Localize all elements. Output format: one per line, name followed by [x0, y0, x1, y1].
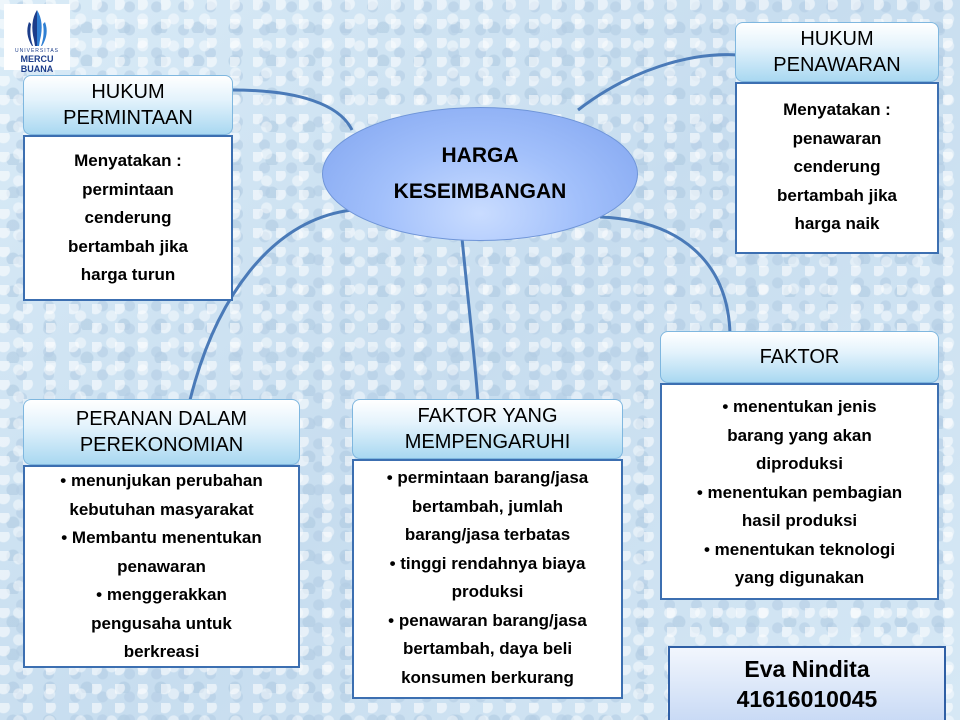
text-line: • menentukan pembagian: [696, 482, 903, 502]
text-line: • menentukan teknologi: [703, 539, 896, 559]
node-text-hukum-permintaan: [23, 135, 233, 301]
title-line: HUKUM: [91, 81, 165, 103]
logo-name: MERCU BUANA: [20, 54, 54, 74]
text-line: kebutuhan masyarakat: [69, 499, 254, 519]
text-line: • tinggi rendahnya biaya: [389, 553, 586, 573]
title-line: PEREKONOMIAN: [79, 434, 244, 456]
title-line: PENAWARAN: [773, 54, 901, 76]
text-line: cenderung: [793, 157, 881, 176]
text-line: • penawaran barang/jasa: [388, 610, 587, 630]
center-line-2: KESEIMBANGAN: [393, 180, 567, 203]
node-title-hukum-permintaan: [23, 75, 233, 135]
connector-mempengaruhi: [462, 238, 478, 402]
connector-permintaan: [232, 90, 352, 130]
connector-penawaran: [578, 55, 738, 110]
text-line: produksi: [451, 582, 524, 601]
text-line: bertambah jika: [777, 185, 897, 205]
text-line: • menggerakkan: [96, 585, 227, 604]
title-line: PERMINTAAN: [63, 107, 193, 129]
title-line: PERANAN DALAM: [75, 408, 248, 430]
text-line: harga turun: [80, 265, 176, 284]
text-line: bertambah jika: [68, 236, 188, 256]
text-line: pengusaha untuk: [91, 613, 232, 633]
text-line: Menyatakan :: [74, 151, 182, 170]
node-text-faktor: [660, 383, 939, 600]
node-text-hukum-penawaran: [735, 82, 939, 254]
title-line: HUKUM: [800, 28, 874, 50]
text-line: penawaran: [117, 556, 206, 576]
author-name: Eva Nindita: [744, 656, 870, 682]
logo-flame-icon: [22, 8, 52, 48]
text-line: bertambah, jumlah: [411, 496, 564, 516]
title-line: FAKTOR YANG: [417, 405, 558, 427]
text-line: penawaran: [792, 128, 882, 148]
logo-subtitle: UNIVERSITAS: [15, 48, 59, 54]
title-line: MEMPENGARUHI: [404, 431, 571, 453]
node-title-hukum-penawaran: [735, 22, 939, 82]
node-text-mempengaruhi: [352, 459, 623, 699]
text-line: • menentukan jenis: [722, 397, 877, 416]
text-line: Menyatakan :: [783, 100, 891, 119]
text-line: hasil produksi: [741, 511, 858, 530]
text-line: berkreasi: [123, 642, 200, 661]
title-line: FAKTOR: [759, 346, 840, 368]
text-line: konsumen berkurang: [401, 667, 574, 687]
text-line: harga naik: [794, 214, 880, 233]
text-line: diproduksi: [756, 454, 843, 473]
text-line: bertambah, daya beli: [402, 639, 573, 658]
node-title-faktor: [660, 331, 939, 383]
text-line: • Membantu menentukan: [61, 528, 262, 547]
text-line: barang yang akan: [727, 425, 872, 445]
center-line-1: HARGA: [441, 144, 519, 167]
author-id: 41616010045: [736, 686, 878, 712]
author-box: [668, 646, 946, 720]
text-line: • permintaan barang/jasa: [386, 468, 589, 487]
text-line: yang digunakan: [734, 568, 865, 587]
university-logo: [4, 4, 70, 74]
text-line: barang/jasa terbatas: [404, 525, 571, 544]
text-line: • menunjukan perubahan: [60, 471, 263, 490]
connector-faktor: [600, 217, 730, 334]
center-node-harga-keseimbangan: [322, 107, 638, 241]
node-title-peranan: [23, 399, 300, 465]
text-line: permintaan: [82, 179, 174, 199]
node-text-peranan: [23, 465, 300, 668]
text-line: cenderung: [84, 208, 172, 227]
node-title-mempengaruhi: [352, 399, 623, 459]
